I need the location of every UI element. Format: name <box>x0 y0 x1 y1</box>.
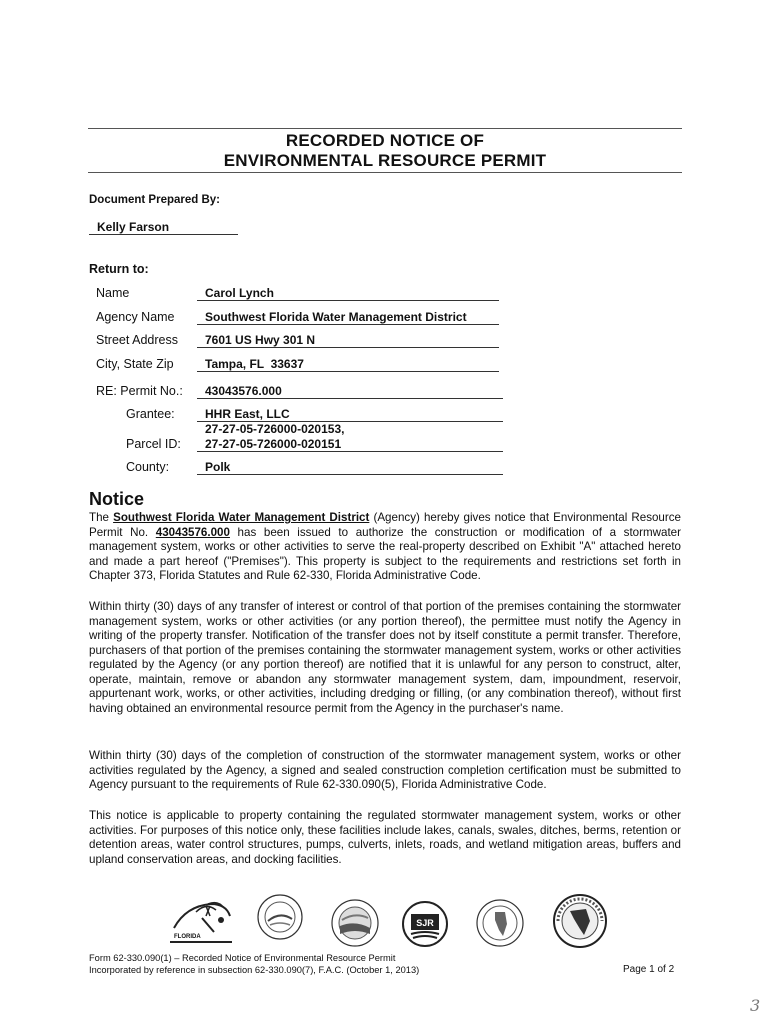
p1-permit-number: 43043576.000 <box>155 525 230 539</box>
street-label: Street Address <box>96 333 178 347</box>
document-title-line2: ENVIRONMENTAL RESOURCE PERMIT <box>223 151 547 170</box>
county-label: County: <box>126 460 170 474</box>
name-value: Carol Lynch <box>205 286 274 300</box>
name-line <box>197 300 499 301</box>
prepared-by-label: Document Prepared By: <box>89 194 221 206</box>
nwfwmd-seal-icon <box>256 893 304 941</box>
title-top-rule <box>88 128 682 129</box>
permit-line <box>197 398 503 399</box>
parcel-id-2: 27-27-05-726000-020151 <box>205 437 342 451</box>
sjrwmd-logo-icon <box>401 900 449 948</box>
permit-label: RE: Permit No.: <box>96 384 183 398</box>
parcel-line <box>197 451 503 452</box>
sfwmd-seal-icon <box>475 898 525 948</box>
p1-post: has been issued to authorize the construction or modification of a stormwater management system, works or other activities to serve the real-property described on Exhibit "A" attached hereto and made a part hereof ("Premises"). This property is subject to the requirements and restrictions set forth in Chapter 373, Florida Statutes and Rule 62-330, Florida Administrative Code. <box>89 525 681 582</box>
page-number: Page 1 of 2 <box>623 964 675 975</box>
city-line <box>197 371 499 372</box>
sjr-logo-text: SJR <box>416 918 434 928</box>
return-to-label: Return to: <box>89 262 149 276</box>
grantee-label: Grantee: <box>126 407 175 421</box>
notice-paragraph-1 <box>89 511 681 584</box>
parcel-label: Parcel ID: <box>126 437 181 451</box>
agency-value: Southwest Florida Water Management District <box>205 310 467 324</box>
document-title-line1: RECORDED NOTICE OF <box>285 131 485 150</box>
prepared-by-line <box>89 234 238 235</box>
street-value: 7601 US Hwy 301 N <box>205 333 316 347</box>
parcel-id-1: 27-27-05-726000-020153, <box>205 422 345 436</box>
street-line <box>197 347 499 348</box>
p1-agency-name: Southwest Florida Water Management District <box>113 511 370 524</box>
notice-paragraph-2: Within thirty (30) days of any transfer of interest or control of that portion of the premises containing the stormwater management system, works or other activities (or any portion thereof), the permittee must notify the Agency in writing of the property transfer. Notification of the transfer does not by itself constitute a permit transfer. Therefore, purchasers of that portion of the premises containing the stormwater management system, works or other activities regulated by the Agency (or any portion thereof) are notified that it is unlawful for any person to construct, alter, operate, maintain, remove or abandon any stormwater management system, dam, impoundment, reservoir, appurtenant work, works, or other activities, including dredging or filling, (or any combination thereof), without first having obtained an environmental resource permit from the Agency in the purchaser's name. <box>89 600 681 715</box>
swfwmd-seal-icon <box>552 893 608 949</box>
prepared-by-name: Kelly Farson <box>97 220 170 234</box>
notice-heading: Notice <box>89 489 145 509</box>
footer-form-line2: Incorporated by reference in subsection 62-330.090(7), F.A.C. (October 1, 2013) <box>89 965 420 975</box>
city-label: City, State Zip <box>96 357 174 371</box>
footer-form-ref <box>89 952 419 976</box>
florida-logo-text: FLORIDA <box>174 934 201 940</box>
notice-paragraph-3: Within thirty (30) days of the completion of construction of the stormwater management system, works or other activities regulated by the Agency, a signed and sealed construction completion certification must be submitted to Agency pursuant to the requirements of Rule 62-330.090(5), Florida Administrative Code. <box>89 749 681 791</box>
florida-dep-logo-icon <box>166 898 236 948</box>
agency-line <box>197 324 499 325</box>
name-label: Name <box>96 286 130 300</box>
grantee-value: HHR East, LLC <box>205 407 290 421</box>
county-value: Polk <box>205 460 231 474</box>
margin-mark: 3 <box>750 996 761 1015</box>
p1-pre: The <box>89 511 114 524</box>
p1-mid: (Agency) hereby gives notice that Environmental Resource Permit No. <box>89 511 681 539</box>
title-bottom-rule <box>88 172 682 173</box>
agency-label: Agency Name <box>96 310 175 324</box>
city-value: Tampa, FL 33637 <box>205 357 304 371</box>
footer-form-line1: Form 62-330.090(1) – Recorded Notice of Environmental Resource Permit <box>89 953 396 963</box>
county-line <box>197 474 503 475</box>
srwmd-seal-icon <box>330 898 380 948</box>
permit-value: 43043576.000 <box>205 384 282 398</box>
notice-paragraph-4: This notice is applicable to property containing the regulated stormwater management system, works or other activities. For purposes of this notice only, these facilities include lakes, canals, swales, ditches, berms, retention or detention areas, water control structures, pumps, culverts, inlets, roads, and wetland mitigation areas, buffers and upland conservation areas, and docking facilities. <box>89 809 681 866</box>
